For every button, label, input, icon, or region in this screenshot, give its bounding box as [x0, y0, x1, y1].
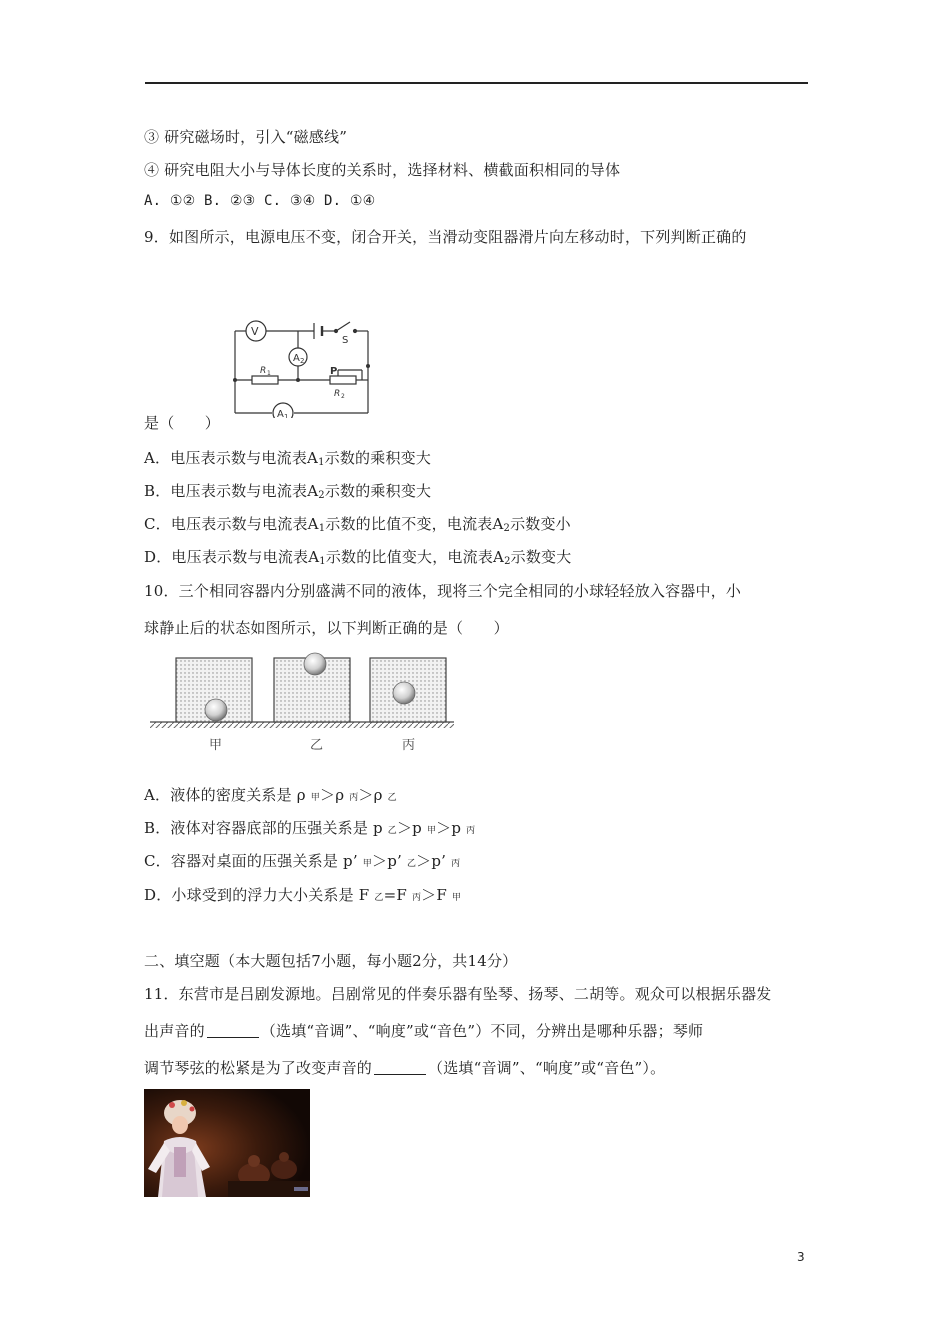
subscript: 2: [318, 490, 325, 501]
subscript: 2: [504, 556, 511, 567]
ammeter-a1-sub: 1: [284, 413, 289, 418]
ammeter-a2-sub: 2: [300, 357, 305, 365]
q9-option-c: [144, 513, 571, 534]
q10-option-a: [144, 784, 397, 805]
opera-photo: [144, 1089, 310, 1197]
text-line: ③ 研究磁场时，引入“磁感线”: [144, 128, 348, 146]
subscript: 乙: [387, 793, 397, 803]
ammeter-a1-label: A: [277, 409, 284, 418]
text: ＞p: [436, 819, 467, 837]
container-label-yi: 乙: [310, 738, 324, 753]
text: A．电压表示数与电流表A: [144, 449, 319, 467]
text: D．小球受到的浮力大小关系是 F: [144, 886, 375, 904]
subscript: 1: [318, 457, 325, 468]
subscript: 丙: [349, 793, 359, 803]
r1-label: R: [260, 366, 267, 376]
subscript: 丙: [451, 859, 461, 869]
subscript: 乙: [374, 893, 384, 903]
text: ＞ρ: [320, 786, 350, 804]
text: B．电压表示数与电流表A: [144, 482, 319, 500]
voltmeter-label: V: [251, 325, 259, 338]
text: 示数变小: [510, 515, 571, 533]
q9-stem: 9．如图所示，电源电压不变，闭合开关，当滑动变阻器滑片向左移动时，下列判断正确的: [144, 228, 747, 246]
text: A．液体的密度关系是 ρ: [144, 786, 311, 804]
q10-option-d: [144, 884, 461, 905]
q11-line-1: 11．东营市是吕剧发源地。吕剧常见的伴奏乐器有坠琴、扬琴、二胡等。观众可以根据乐器发: [144, 985, 772, 1003]
r1-sub: 1: [267, 370, 271, 377]
container-label-jia: 甲: [209, 738, 223, 753]
text: ＞p: [396, 819, 427, 837]
q9-stem-end: 是（ ）: [144, 414, 221, 432]
text: B．液体对容器底部的压强关系是 p: [144, 819, 388, 837]
q10-option-c: [144, 850, 460, 871]
opera-photo-drawing: [144, 1089, 310, 1197]
r2-sub: 2: [341, 393, 345, 400]
q11-line-2: [144, 1020, 703, 1041]
subscript: 1: [319, 556, 326, 567]
ammeter-a2-label: A: [293, 353, 300, 364]
container-label-bing: 丙: [402, 738, 416, 753]
circuit-diagram: [230, 318, 375, 418]
text: =F: [383, 886, 412, 904]
text: ＞p’: [372, 852, 407, 870]
subscript: 2: [503, 523, 511, 534]
r2-label: R: [334, 389, 341, 399]
answer-blank[interactable]: [374, 1060, 426, 1075]
text: （选填“音调”、“响度”或“音色”）不同，分辨出是哪种乐器；琴师: [260, 1022, 704, 1040]
text: C．电压表示数与电流表A: [144, 515, 319, 533]
q9-option-b: [144, 480, 431, 501]
q10-stem-2: 球静止后的状态如图所示，以下判断正确的是（ ）: [144, 619, 509, 637]
text: 调节琴弦的松紧是为了改变声音的: [144, 1059, 373, 1077]
text: 示数的比值不变，电流表A: [325, 515, 504, 533]
text: C．容器对桌面的压强关系是 p’: [144, 852, 363, 870]
slider-p-label: P: [330, 366, 338, 377]
subscript: 乙: [406, 859, 417, 869]
switch-label: S: [342, 335, 349, 346]
text: 出声音的: [144, 1022, 205, 1040]
subscript: 丙: [466, 826, 476, 836]
text: 示数变大: [510, 548, 572, 566]
answer-options-q8: A. ①② B. ②③ C. ③④ D. ①④: [144, 193, 376, 209]
text: （选填“音调”、“响度”或“音色”）。: [428, 1059, 666, 1077]
subscript: 甲: [426, 826, 437, 836]
subscript: 甲: [451, 893, 462, 903]
subscript: 乙: [387, 826, 397, 836]
text: ＞F: [421, 886, 452, 904]
text: 示数的乘积变大: [324, 449, 432, 467]
text: D．电压表示数与电流表A: [144, 548, 320, 566]
answer-blank[interactable]: [207, 1023, 259, 1038]
text: ＞ρ: [358, 786, 388, 804]
containers-figure: [148, 652, 458, 757]
text: 示数的比值变大，电流表A: [325, 548, 505, 566]
q10-option-b: [144, 817, 475, 838]
q10-stem-1: 10．三个相同容器内分别盛满不同的液体，现将三个完全相同的小球轻轻放入容器中，小: [144, 582, 742, 600]
header-rule: [145, 82, 808, 84]
q9-option-d: [144, 546, 571, 567]
q9-option-a: [144, 447, 431, 468]
page-number: 3: [797, 1250, 805, 1264]
subscript: 丙: [411, 893, 422, 903]
text: 示数的乘积变大: [324, 482, 432, 500]
subscript: 甲: [362, 859, 372, 869]
subscript: 甲: [310, 793, 320, 803]
subscript: 1: [318, 523, 326, 534]
text-line: ④ 研究电阻大小与导体长度的关系时，选择材料、横截面积相同的导体: [144, 161, 621, 179]
text: ＞p’: [416, 852, 452, 870]
section-heading: 二、填空题（本大题包括7小题，每小题2分，共14分）: [144, 952, 518, 970]
q11-line-3: [144, 1057, 665, 1078]
